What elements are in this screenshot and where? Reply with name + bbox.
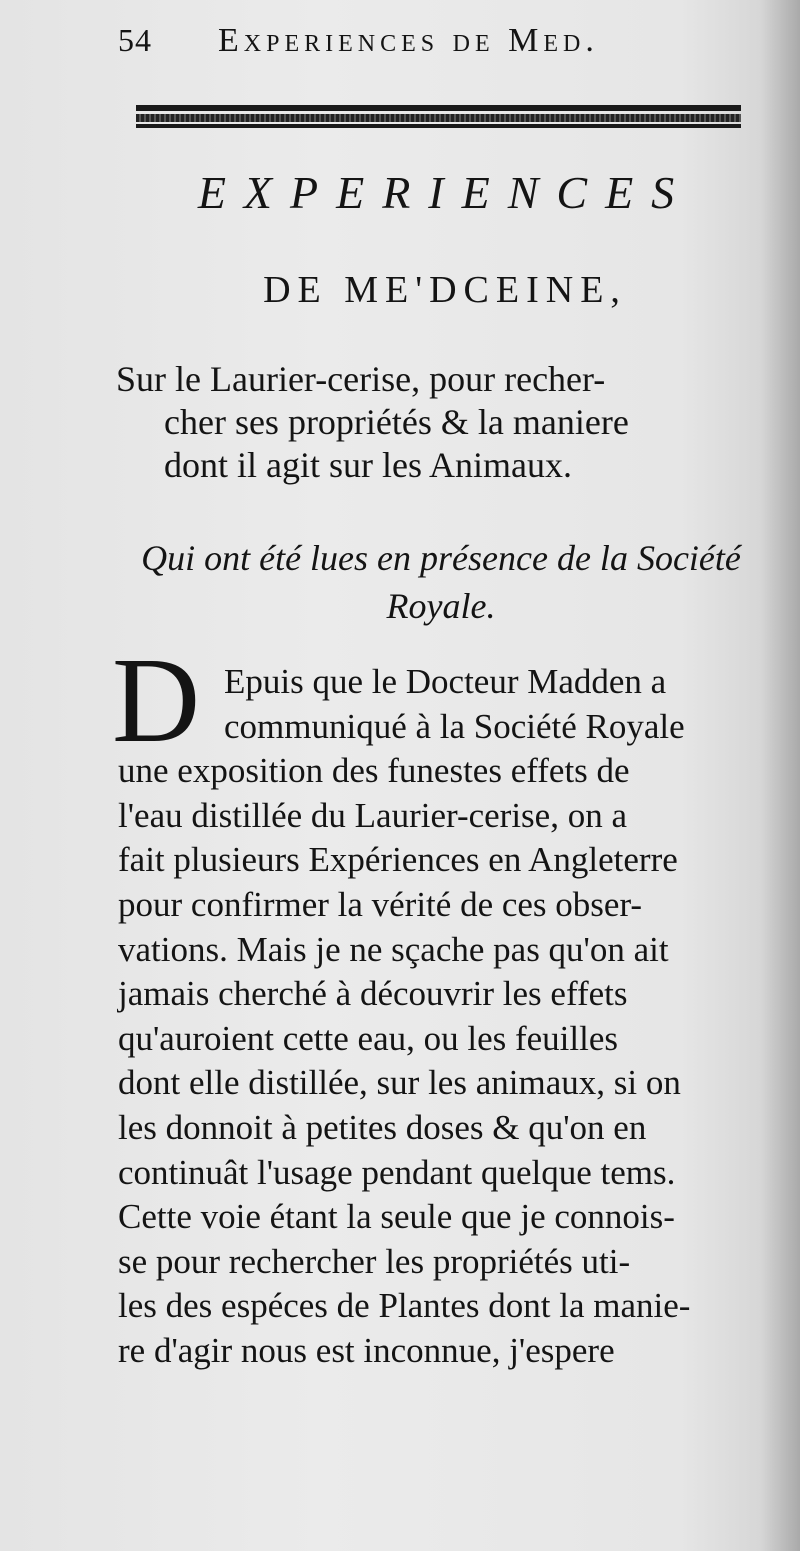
body-line: jamais cherché à découvrir les effets <box>118 974 628 1014</box>
body-line: re d'agir nous est inconnue, j'espere <box>118 1330 615 1370</box>
body-line: qu'auroient cette eau, ou les feuilles <box>118 1018 618 1058</box>
body-line: fait plusieurs Expériences en Angleterre <box>118 840 678 880</box>
subtitle-line: dont il agit sur les Animaux. <box>164 445 572 485</box>
body-line: Epuis que le Docteur Madden a <box>224 662 667 701</box>
drop-cap-initial: D <box>112 633 201 768</box>
page-number: 54 <box>118 22 152 58</box>
body-line: vations. Mais je ne sçache pas qu'on ait <box>118 929 669 969</box>
body-line: communiqué à la Société Royale <box>224 706 685 746</box>
body-line: les donnoit à petites doses & qu'on en <box>118 1107 647 1147</box>
body-line: pour confirmer la vérité de ces obser- <box>118 884 643 924</box>
note-line: Qui ont été lues en présence de la Société <box>141 538 741 578</box>
read-before-society-note <box>116 534 766 630</box>
body-line: une exposition des funestes effets de <box>118 751 630 791</box>
subtitle-line: cher ses propriétés & la maniere <box>164 402 629 442</box>
chapter-title-line-1: EXPERIENCES <box>197 167 693 218</box>
chapter-title-line-2: DE ME'DCEINE, <box>263 269 627 311</box>
body-line: dont elle distillée, sur les animaux, si on <box>118 1063 681 1103</box>
body-line: l'eau distillée du Laurier-cerise, on a <box>118 795 627 835</box>
body-line: se pour rechercher les propriétés uti- <box>118 1241 631 1281</box>
ornamental-rule-bottom <box>136 124 741 128</box>
ornamental-rule-top <box>136 105 741 111</box>
note-line: Royale. <box>386 586 496 626</box>
body-line: Cette voie étant la seule que je connois- <box>118 1197 675 1237</box>
subtitle-line: Sur le Laurier-cerise, pour recher- <box>116 359 606 399</box>
ornamental-rule-middle <box>136 114 741 122</box>
chapter-subtitle <box>116 358 766 487</box>
running-head <box>118 12 748 62</box>
body-line: continuât l'usage pendant quelque tems. <box>118 1152 676 1192</box>
running-title: Experiences de Med. <box>218 22 599 59</box>
body-line: les des espéces de Plantes dont la manie- <box>118 1286 691 1326</box>
body-paragraph <box>118 660 768 1374</box>
